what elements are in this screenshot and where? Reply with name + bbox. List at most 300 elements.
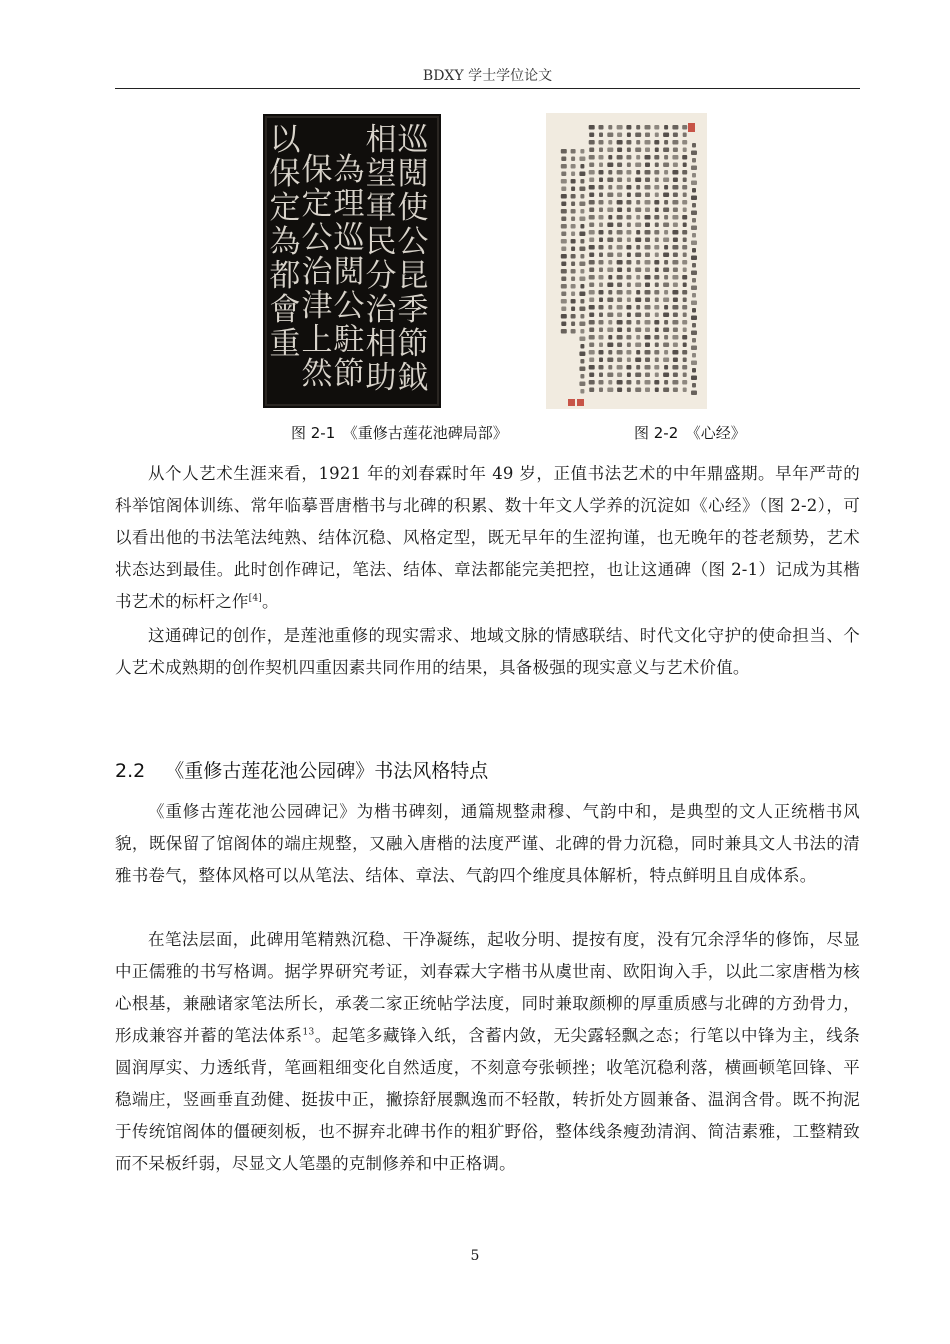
sutra-glyph xyxy=(571,194,576,199)
sutra-glyph xyxy=(580,239,584,244)
rubbing-character: 津 xyxy=(301,288,333,324)
sutra-glyph xyxy=(627,253,631,258)
sutra-glyph xyxy=(645,320,651,325)
sutra-glyph xyxy=(673,343,678,348)
sutra-glyph xyxy=(635,133,641,138)
sutra-glyph xyxy=(599,298,603,303)
sutra-glyph xyxy=(663,163,669,168)
sutra-glyph xyxy=(654,170,659,175)
sutra-glyph xyxy=(672,140,678,145)
sutra-glyph xyxy=(599,208,603,213)
sutra-glyph xyxy=(607,268,613,273)
sutra-glyph xyxy=(627,328,631,333)
sutra-glyph xyxy=(645,230,651,235)
sutra-glyph xyxy=(636,350,640,355)
sutra-glyph xyxy=(645,373,650,378)
sutra-glyph xyxy=(691,316,697,321)
sutra-glyph xyxy=(683,358,687,363)
sutra-glyph xyxy=(571,149,576,154)
sutra-glyph xyxy=(599,260,604,265)
sutra-glyph xyxy=(636,335,640,340)
sutra-glyph xyxy=(561,149,567,154)
sutra-glyph xyxy=(636,320,640,325)
sutra-glyph xyxy=(664,320,668,325)
sutra-glyph xyxy=(589,268,594,273)
sutra-glyph xyxy=(579,217,585,222)
sutra-glyph xyxy=(655,163,659,168)
sutra-glyph xyxy=(673,223,678,228)
rubbing-character: 季 xyxy=(397,292,429,328)
sutra-glyph xyxy=(636,245,640,250)
sutra-glyph xyxy=(589,305,595,310)
sutra-glyph xyxy=(571,209,576,214)
sutra-glyph xyxy=(635,388,641,393)
sutra-glyph xyxy=(599,313,603,318)
sutra-glyph xyxy=(561,247,566,252)
sutra-glyph xyxy=(663,283,669,288)
sutra-glyph xyxy=(672,275,678,280)
rubbing-character: 上 xyxy=(301,322,333,358)
sutra-glyph xyxy=(608,125,612,130)
sutra-glyph xyxy=(682,365,687,370)
sutra-glyph xyxy=(579,337,585,342)
sutra-glyph xyxy=(682,305,687,310)
sutra-glyph xyxy=(645,283,650,288)
sutra-glyph xyxy=(673,133,678,138)
sutra-glyph xyxy=(645,388,650,393)
sutra-glyph xyxy=(655,358,659,363)
sutra-glyph xyxy=(664,335,668,340)
sutra-glyph xyxy=(692,173,696,178)
sutra-glyph xyxy=(599,215,604,220)
sutra-glyph xyxy=(626,215,631,220)
sutra-glyph xyxy=(617,275,623,280)
sutra-glyph xyxy=(655,388,659,393)
rubbing-character: 保 xyxy=(269,156,301,192)
sutra-glyph xyxy=(663,343,669,348)
paragraph-text: 从个人艺术生涯来看，1921 年的刘春霖时年 49 岁，正值书法艺术的中年鼎盛期。早年严苛的科举馆阁体训练、常年临摹晋唐楷书与北碑的积累、数十年文人学养的沉淀如《心经》（图 2-2），可以看出他的书法笔法纯熟、结体沉稳、风格定型，既无早年的生涩拘谨，也无晚年的苍老颓势，艺术状态达到最佳。此时创作碑记，笔法、结体、章法都能完美把控，也让这通碑（图 2-1）记成为其楷书艺术的标杆之作 xyxy=(115,464,860,611)
sutra-glyph xyxy=(635,373,641,378)
sutra-glyph xyxy=(635,343,641,348)
sutra-glyph xyxy=(561,209,567,214)
sutra-glyph xyxy=(617,148,622,153)
sutra-glyph xyxy=(617,350,623,355)
sutra-glyph xyxy=(635,178,641,183)
sutra-glyph xyxy=(607,373,613,378)
rubbing-character: 閲 xyxy=(397,156,429,192)
sutra-glyph xyxy=(589,133,594,138)
sutra-glyph xyxy=(645,163,650,168)
sutra-glyph xyxy=(663,208,669,213)
section-title: 《重修古莲花池公园碑》书法风格特点 xyxy=(165,760,489,782)
sutra-glyph xyxy=(571,284,576,289)
sutra-glyph xyxy=(571,299,576,304)
sutra-glyph xyxy=(617,208,622,213)
section-number: 2.2 xyxy=(115,760,146,782)
sutra-glyph xyxy=(589,313,594,318)
sutra-glyph xyxy=(654,335,659,340)
sutra-glyph xyxy=(608,200,612,205)
sutra-glyph xyxy=(589,140,595,145)
sutra-glyph xyxy=(673,358,678,363)
sutra-glyph xyxy=(692,293,696,298)
sutra-glyph xyxy=(635,328,641,333)
sutra-glyph xyxy=(636,200,640,205)
sutra-glyph xyxy=(561,314,567,319)
sutra-glyph xyxy=(635,298,641,303)
sutra-glyph xyxy=(571,217,575,222)
sutra-glyph xyxy=(589,170,595,175)
sutra-glyph xyxy=(645,185,651,190)
sutra-glyph xyxy=(672,200,678,205)
sutra-glyph xyxy=(692,353,696,358)
sutra-glyph xyxy=(599,133,603,138)
sutra-glyph xyxy=(663,358,669,363)
sutra-glyph xyxy=(580,374,584,379)
sutra-glyph xyxy=(627,178,631,183)
sutra-glyph xyxy=(571,232,575,237)
sutra-glyph xyxy=(664,125,668,130)
sutra-glyph xyxy=(589,380,595,385)
sutra-glyph xyxy=(673,163,678,168)
rubbing-character: 治 xyxy=(365,292,397,328)
sutra-glyph xyxy=(589,373,594,378)
sutra-glyph xyxy=(655,253,659,258)
sutra-glyph xyxy=(655,298,659,303)
figure-caption-2-2: 图 2-2 《心经》 xyxy=(634,424,746,442)
sutra-glyph xyxy=(561,187,566,192)
sutra-glyph xyxy=(655,238,659,243)
sutra-glyph xyxy=(645,305,651,310)
sutra-glyph xyxy=(682,140,687,145)
sutra-glyph xyxy=(571,172,575,177)
sutra-glyph xyxy=(664,230,668,235)
sutra-glyph xyxy=(617,313,622,318)
sutra-glyph xyxy=(599,238,603,243)
sutra-glyph xyxy=(607,358,613,363)
sutra-glyph xyxy=(561,239,567,244)
sutra-glyph xyxy=(571,254,576,259)
sutra-glyph xyxy=(589,193,594,198)
sutra-glyph xyxy=(692,248,696,253)
figure-stele-rubbing xyxy=(263,114,441,408)
sutra-glyph xyxy=(589,238,594,243)
sutra-glyph xyxy=(617,178,622,183)
sutra-glyph xyxy=(608,290,612,295)
sutra-glyph xyxy=(589,163,594,168)
rubbing-character: 為 xyxy=(333,152,365,188)
sutra-glyph xyxy=(673,193,678,198)
sutra-glyph xyxy=(599,253,603,258)
sutra-glyph xyxy=(617,223,622,228)
sutra-glyph xyxy=(607,163,613,168)
sutra-glyph xyxy=(654,350,659,355)
sutra-glyph xyxy=(663,328,669,333)
sutra-glyph xyxy=(579,202,585,207)
sutra-glyph xyxy=(691,361,697,366)
sutra-glyph xyxy=(635,283,641,288)
sutra-glyph xyxy=(617,193,622,198)
sutra-glyph xyxy=(589,223,594,228)
sutra-glyph xyxy=(561,292,566,297)
sutra-glyph xyxy=(617,253,622,258)
sutra-glyph xyxy=(607,193,613,198)
sutra-glyph xyxy=(636,365,640,370)
sutra-glyph xyxy=(589,290,595,295)
sutra-glyph xyxy=(692,233,696,238)
sutra-glyph xyxy=(654,140,659,145)
sutra-glyph xyxy=(645,170,651,175)
sutra-glyph xyxy=(664,140,668,145)
paragraph-brushwork xyxy=(115,924,860,1180)
citation-ref[interactable]: 13 xyxy=(302,1027,315,1038)
sutra-glyph xyxy=(682,290,687,295)
sutra-glyph xyxy=(673,283,678,288)
sutra-glyph xyxy=(691,241,697,246)
sutra-glyph xyxy=(655,178,659,183)
sutra-glyph xyxy=(561,217,566,222)
sutra-glyph xyxy=(645,178,650,183)
sutra-glyph xyxy=(645,298,650,303)
sutra-glyph xyxy=(607,328,613,333)
sutra-glyph xyxy=(579,322,585,327)
sutra-glyph xyxy=(579,352,585,357)
rubbing-character: 公 xyxy=(397,224,429,260)
rubbing-character: 節 xyxy=(333,356,365,392)
sutra-glyph xyxy=(672,365,678,370)
sutra-glyph xyxy=(571,277,575,282)
sutra-glyph xyxy=(645,350,651,355)
sutra-glyph xyxy=(682,245,687,250)
sutra-glyph xyxy=(627,313,631,318)
sutra-glyph xyxy=(617,298,622,303)
sutra-glyph xyxy=(673,208,678,213)
sutra-glyph xyxy=(645,343,650,348)
sutra-glyph xyxy=(589,230,595,235)
sutra-glyph xyxy=(692,383,696,388)
sutra-glyph xyxy=(599,335,604,340)
sutra-glyph xyxy=(691,376,697,381)
sutra-glyph xyxy=(682,200,687,205)
sutra-glyph xyxy=(589,200,595,205)
rubbing-character: 鉞 xyxy=(397,360,429,396)
sutra-glyph xyxy=(589,335,595,340)
sutra-glyph xyxy=(626,350,631,355)
sutra-glyph xyxy=(645,335,651,340)
sutra-glyph xyxy=(580,254,584,259)
sutra-glyph xyxy=(672,320,678,325)
sutra-glyph xyxy=(663,133,669,138)
sutra-glyph xyxy=(571,262,575,267)
sutra-glyph xyxy=(654,125,659,130)
sutra-glyph xyxy=(654,260,659,265)
sutra-glyph xyxy=(645,140,651,145)
sutra-glyph xyxy=(672,260,678,265)
sutra-glyph xyxy=(654,230,659,235)
sutra-glyph xyxy=(589,253,594,258)
sutra-glyph xyxy=(673,313,678,318)
sutra-glyph xyxy=(692,158,696,163)
sutra-glyph xyxy=(654,185,659,190)
paragraph-end: 。 xyxy=(261,592,279,611)
sutra-glyph xyxy=(608,350,612,355)
rubbing-character: 軍 xyxy=(365,190,397,226)
sutra-glyph xyxy=(589,185,595,190)
sutra-glyph xyxy=(627,268,631,273)
sutra-glyph xyxy=(589,215,595,220)
sutra-glyph xyxy=(627,223,631,228)
sutra-glyph xyxy=(664,350,668,355)
sutra-glyph xyxy=(664,305,668,310)
sutra-glyph xyxy=(645,148,650,153)
sutra-glyph xyxy=(561,329,567,334)
sutra-glyph xyxy=(636,140,640,145)
sutra-glyph xyxy=(599,290,604,295)
sutra-glyph xyxy=(626,230,631,235)
sutra-glyph xyxy=(627,238,631,243)
sutra-glyph xyxy=(682,320,687,325)
sutra-glyph xyxy=(571,322,575,327)
sutra-glyph xyxy=(654,200,659,205)
sutra-glyph xyxy=(571,247,575,252)
sutra-glyph xyxy=(645,290,651,295)
sutra-glyph xyxy=(607,178,613,183)
sutra-glyph xyxy=(645,380,651,385)
sutra-glyph xyxy=(617,268,622,273)
sutra-glyph xyxy=(654,275,659,280)
sutra-glyph xyxy=(654,320,659,325)
sutra-glyph xyxy=(692,203,696,208)
sutra-glyph xyxy=(599,230,604,235)
sutra-glyph xyxy=(663,178,669,183)
sutra-glyph xyxy=(608,185,612,190)
sutra-glyph xyxy=(617,133,622,138)
figure-caption-2-1: 图 2-1 《重修古莲花池碑局部》 xyxy=(291,424,508,442)
sutra-glyph xyxy=(664,380,668,385)
sutra-glyph xyxy=(599,178,603,183)
sutra-glyph xyxy=(580,284,584,289)
sutra-glyph xyxy=(589,388,594,393)
sutra-glyph xyxy=(645,313,650,318)
sutra-glyph xyxy=(617,290,623,295)
sutra-glyph xyxy=(682,125,687,130)
sutra-glyph xyxy=(589,275,595,280)
sutra-glyph xyxy=(599,365,604,370)
sutra-glyph xyxy=(571,307,575,312)
sutra-glyph xyxy=(571,164,576,169)
sutra-glyph xyxy=(682,380,687,385)
sutra-glyph xyxy=(691,256,697,261)
sutra-glyph xyxy=(607,238,613,243)
sutra-glyph xyxy=(580,329,584,334)
sutra-glyph xyxy=(692,368,696,373)
rubbing-character: 巡 xyxy=(333,220,365,256)
sutra-glyph xyxy=(682,170,687,175)
sutra-glyph xyxy=(655,343,659,348)
sutra-glyph xyxy=(672,335,678,340)
sutra-glyph xyxy=(683,193,687,198)
sutra-glyph xyxy=(561,307,566,312)
sutra-glyph xyxy=(663,298,669,303)
sutra-glyph xyxy=(579,307,585,312)
running-header: BDXY 学士学位论文 xyxy=(115,66,860,89)
sutra-glyph xyxy=(607,388,613,393)
sutra-glyph xyxy=(655,133,659,138)
sutra-glyph xyxy=(627,208,631,213)
rubbing-character: 巡 xyxy=(397,122,429,158)
sutra-glyph xyxy=(664,185,668,190)
sutra-glyph xyxy=(636,290,640,295)
sutra-glyph xyxy=(617,283,622,288)
sutra-glyph xyxy=(607,343,613,348)
sutra-glyph xyxy=(645,275,651,280)
sutra-glyph xyxy=(608,230,612,235)
sutra-glyph xyxy=(627,388,631,393)
sutra-glyph xyxy=(608,170,612,175)
sutra-glyph xyxy=(561,284,567,289)
rubbing-character: 治 xyxy=(301,254,333,290)
sutra-glyph xyxy=(580,344,584,349)
sutra-glyph xyxy=(682,350,687,355)
sutra-glyph xyxy=(599,245,604,250)
sutra-glyph xyxy=(663,253,669,258)
sutra-glyph xyxy=(672,155,678,160)
sutra-glyph xyxy=(691,331,697,336)
sutra-glyph xyxy=(683,178,687,183)
sutra-glyph xyxy=(645,238,650,243)
sutra-glyph xyxy=(654,365,659,370)
sutra-glyph xyxy=(683,133,687,138)
sutra-glyph xyxy=(571,314,576,319)
sutra-glyph xyxy=(607,133,613,138)
sutra-glyph xyxy=(673,253,678,258)
sutra-glyph xyxy=(608,245,612,250)
sutra-glyph xyxy=(635,358,641,363)
sutra-glyph xyxy=(655,223,659,228)
sutra-glyph xyxy=(672,245,678,250)
sutra-glyph xyxy=(607,298,613,303)
sutra-glyph xyxy=(607,283,613,288)
sutra-glyph xyxy=(683,328,687,333)
rubbing-character: 望 xyxy=(365,156,397,192)
sutra-glyph xyxy=(617,200,623,205)
sutra-glyph xyxy=(663,193,669,198)
sutra-glyph xyxy=(664,170,668,175)
sutra-glyph xyxy=(645,193,650,198)
sutra-glyph xyxy=(561,179,567,184)
sutra-glyph xyxy=(561,194,567,199)
sutra-glyph xyxy=(692,263,696,268)
sutra-glyph xyxy=(645,200,651,205)
sutra-glyph xyxy=(580,359,584,364)
sutra-glyph xyxy=(617,155,623,160)
sutra-glyph xyxy=(673,328,678,333)
sutra-glyph xyxy=(580,164,584,169)
sutra-glyph xyxy=(636,380,640,385)
sutra-glyph xyxy=(599,358,603,363)
sutra-glyph xyxy=(617,320,623,325)
sutra-glyph xyxy=(617,305,623,310)
citation-ref[interactable]: [4] xyxy=(248,593,262,604)
sutra-glyph xyxy=(626,140,631,145)
sutra-glyph xyxy=(663,313,669,318)
sutra-glyph xyxy=(635,268,641,273)
sutra-glyph xyxy=(561,277,566,282)
sutra-glyph xyxy=(571,269,576,274)
sutra-glyph xyxy=(617,380,623,385)
sutra-glyph xyxy=(617,238,622,243)
sutra-glyph xyxy=(691,301,697,306)
